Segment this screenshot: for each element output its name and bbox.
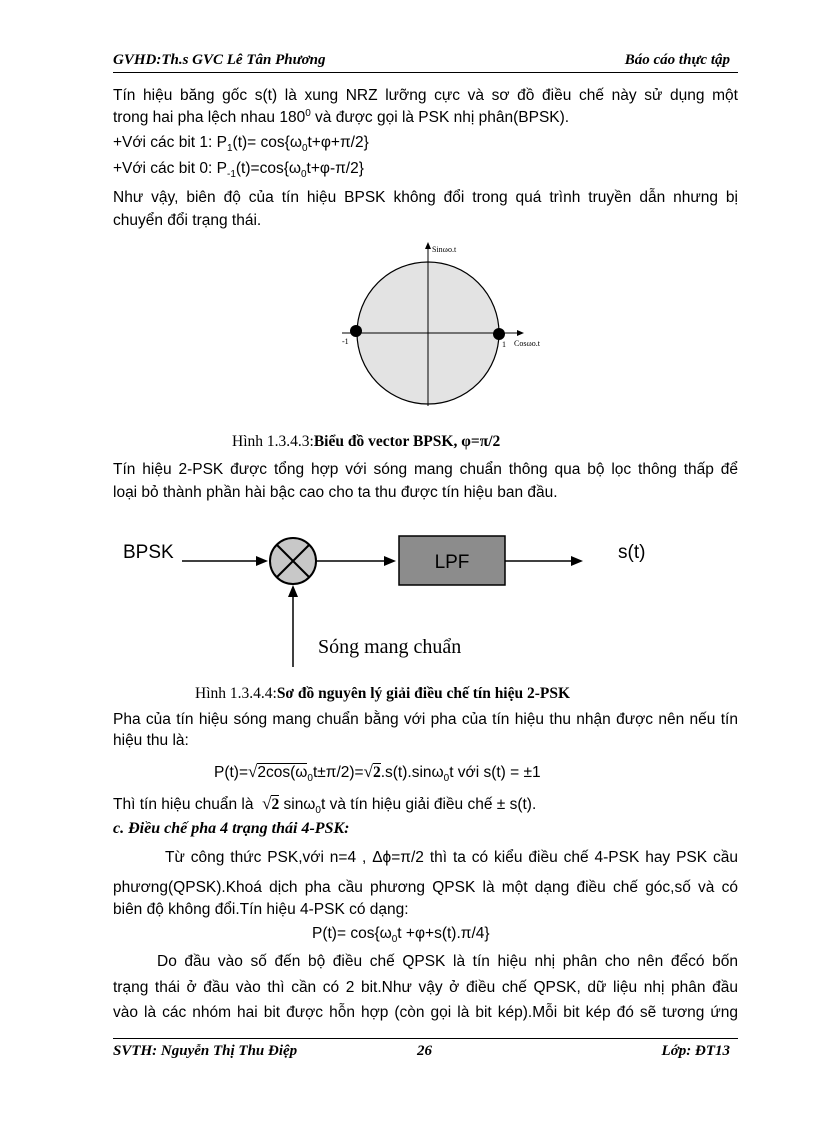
footer-rule xyxy=(113,1038,738,1039)
footer-left: SVTH: Nguyễn Thị Thu Điệp xyxy=(113,1043,298,1059)
paragraph-4-line-1: Pha của tín hiệu sóng mang chuẩn bằng với pha của tín hiệu thu nhận được nên nếu tín xyxy=(113,711,738,728)
figure-1-caption: Hình 1.3.4.3:Biểu đồ vector BPSK, φ=π/2 xyxy=(232,433,501,450)
paragraph-4-line-2: hiệu thu là: xyxy=(113,732,189,749)
figure-2-caption: Hình 1.3.4.4:Sơ đồ nguyên lý giải điều chế tín hiệu 2-PSK xyxy=(195,685,571,702)
minus-one-label: -1 xyxy=(342,337,349,346)
y-axis-arrow xyxy=(425,242,431,249)
carrier-arrow xyxy=(288,585,298,597)
paragraph-6-line-3: biên độ không đổi.Tín hiệu 4-PSK có dạng: xyxy=(113,901,409,918)
page-number: 26 xyxy=(417,1043,432,1059)
header-right: Báo cáo thực tập xyxy=(624,52,730,68)
paragraph-2-line-1: Như vậy, biên độ của tín hiệu BPSK không đổi trong quá trình truyền dẫn nhưng bị xyxy=(113,189,738,206)
paragraph-7-line-2: trạng thái ở đầu vào thì cần có 2 bit.Như vậy ở điều chế QPSK, dữ liệu nhị phân đầu xyxy=(113,979,738,996)
y-axis-label: Sinωo.t xyxy=(432,245,457,254)
paragraph-2-line-2: chuyển đổi trạng thái. xyxy=(113,212,262,229)
plus-one-label: 1 xyxy=(502,340,506,349)
bpsk-input-label: BPSK xyxy=(123,542,174,563)
paragraph-6-line-2: phương(QPSK).Khoá dịch pha cầu phương QPSK là một dạng điều chế góc,số và có xyxy=(113,879,738,896)
bpsk-vector-diagram xyxy=(330,240,570,410)
paragraph-3-line-2: loại bỏ thành phần hài bậc cao cho ta thu được tín hiệu ban đầu. xyxy=(113,484,558,501)
paragraph-7-line-3: vào là các nhóm hai bit được hỗn hợp (còn gọi là bit kép).Mỗi bit kép đó sẽ tương ứng xyxy=(113,1004,738,1021)
x-axis-label: Cosωo.t xyxy=(514,339,540,348)
demodulator-block-diagram xyxy=(110,524,690,674)
lpf-label: LPF xyxy=(434,552,470,573)
carrier-label: Sóng mang chuẩn xyxy=(318,636,462,658)
mixer-to-lpf-arrow xyxy=(384,556,396,566)
paragraph-3-line-1: Tín hiệu 2-PSK được tổng hợp với sóng mang chuẩn thông qua bộ lọc thông thấp để xyxy=(113,461,738,478)
bit-1-formula: +Với các bit 1: $P_1(t)= \cos\{\omega_0t+\varphi+\pi/2\}$ xyxy=(113,134,369,155)
input-arrow xyxy=(256,556,268,566)
output-arrow xyxy=(571,556,583,566)
paragraph-7-line-1: Do đầu vào số đến bộ điều chế QPSK là tín hiệu nhị phân cho nên đểcó bốn xyxy=(157,953,738,970)
formula-2: $P(t)= \cos\{\omega_0t +\varphi+s(t).\pi/4\}$ xyxy=(312,925,490,946)
constellation-point-plus-one xyxy=(493,328,505,340)
bit-0-formula: +Với các bit 0: $P_{-1}(t)=\cos\{\omega_0t+\varphi-\pi/2\}$ xyxy=(113,160,364,181)
paragraph-5: Thì tín hiệu chuẩn là √2 sinω$_0$t và tín hiệu giải điều chế ± s(t). xyxy=(113,794,537,817)
paragraph-1-line-2: trong hai pha lệch nhau $180^0$ và được gọi là PSK nhị phân(BPSK). xyxy=(113,108,570,127)
formula-1: $P(t)=√2\cos(\omega_0t\pm\pi/2)=√2.s(t).\sin\omega_0t$ với s(t) = ±1 xyxy=(214,762,541,785)
header-left: GVHD:Th.s GVC Lê Tân Phương xyxy=(113,52,326,68)
header-rule xyxy=(113,72,738,73)
paragraph-6-line-1: Từ công thức PSK,với n=4 , Δϕ=π/2 thì ta có kiểu điều chế 4-PSK hay PSK cầu xyxy=(165,849,738,866)
footer-right: Lớp: ĐT13 xyxy=(661,1043,730,1059)
x-axis-arrow xyxy=(517,330,524,336)
constellation-point-minus-one xyxy=(350,325,362,337)
paragraph-1-line-1: Tín hiệu băng gốc s(t) là xung NRZ lưỡng cực và sơ đồ điều chế này sử dụng một xyxy=(113,87,738,104)
output-label: s(t) xyxy=(618,542,646,563)
section-heading: c. Điều chế pha 4 trạng thái 4-PSK: xyxy=(113,820,350,837)
